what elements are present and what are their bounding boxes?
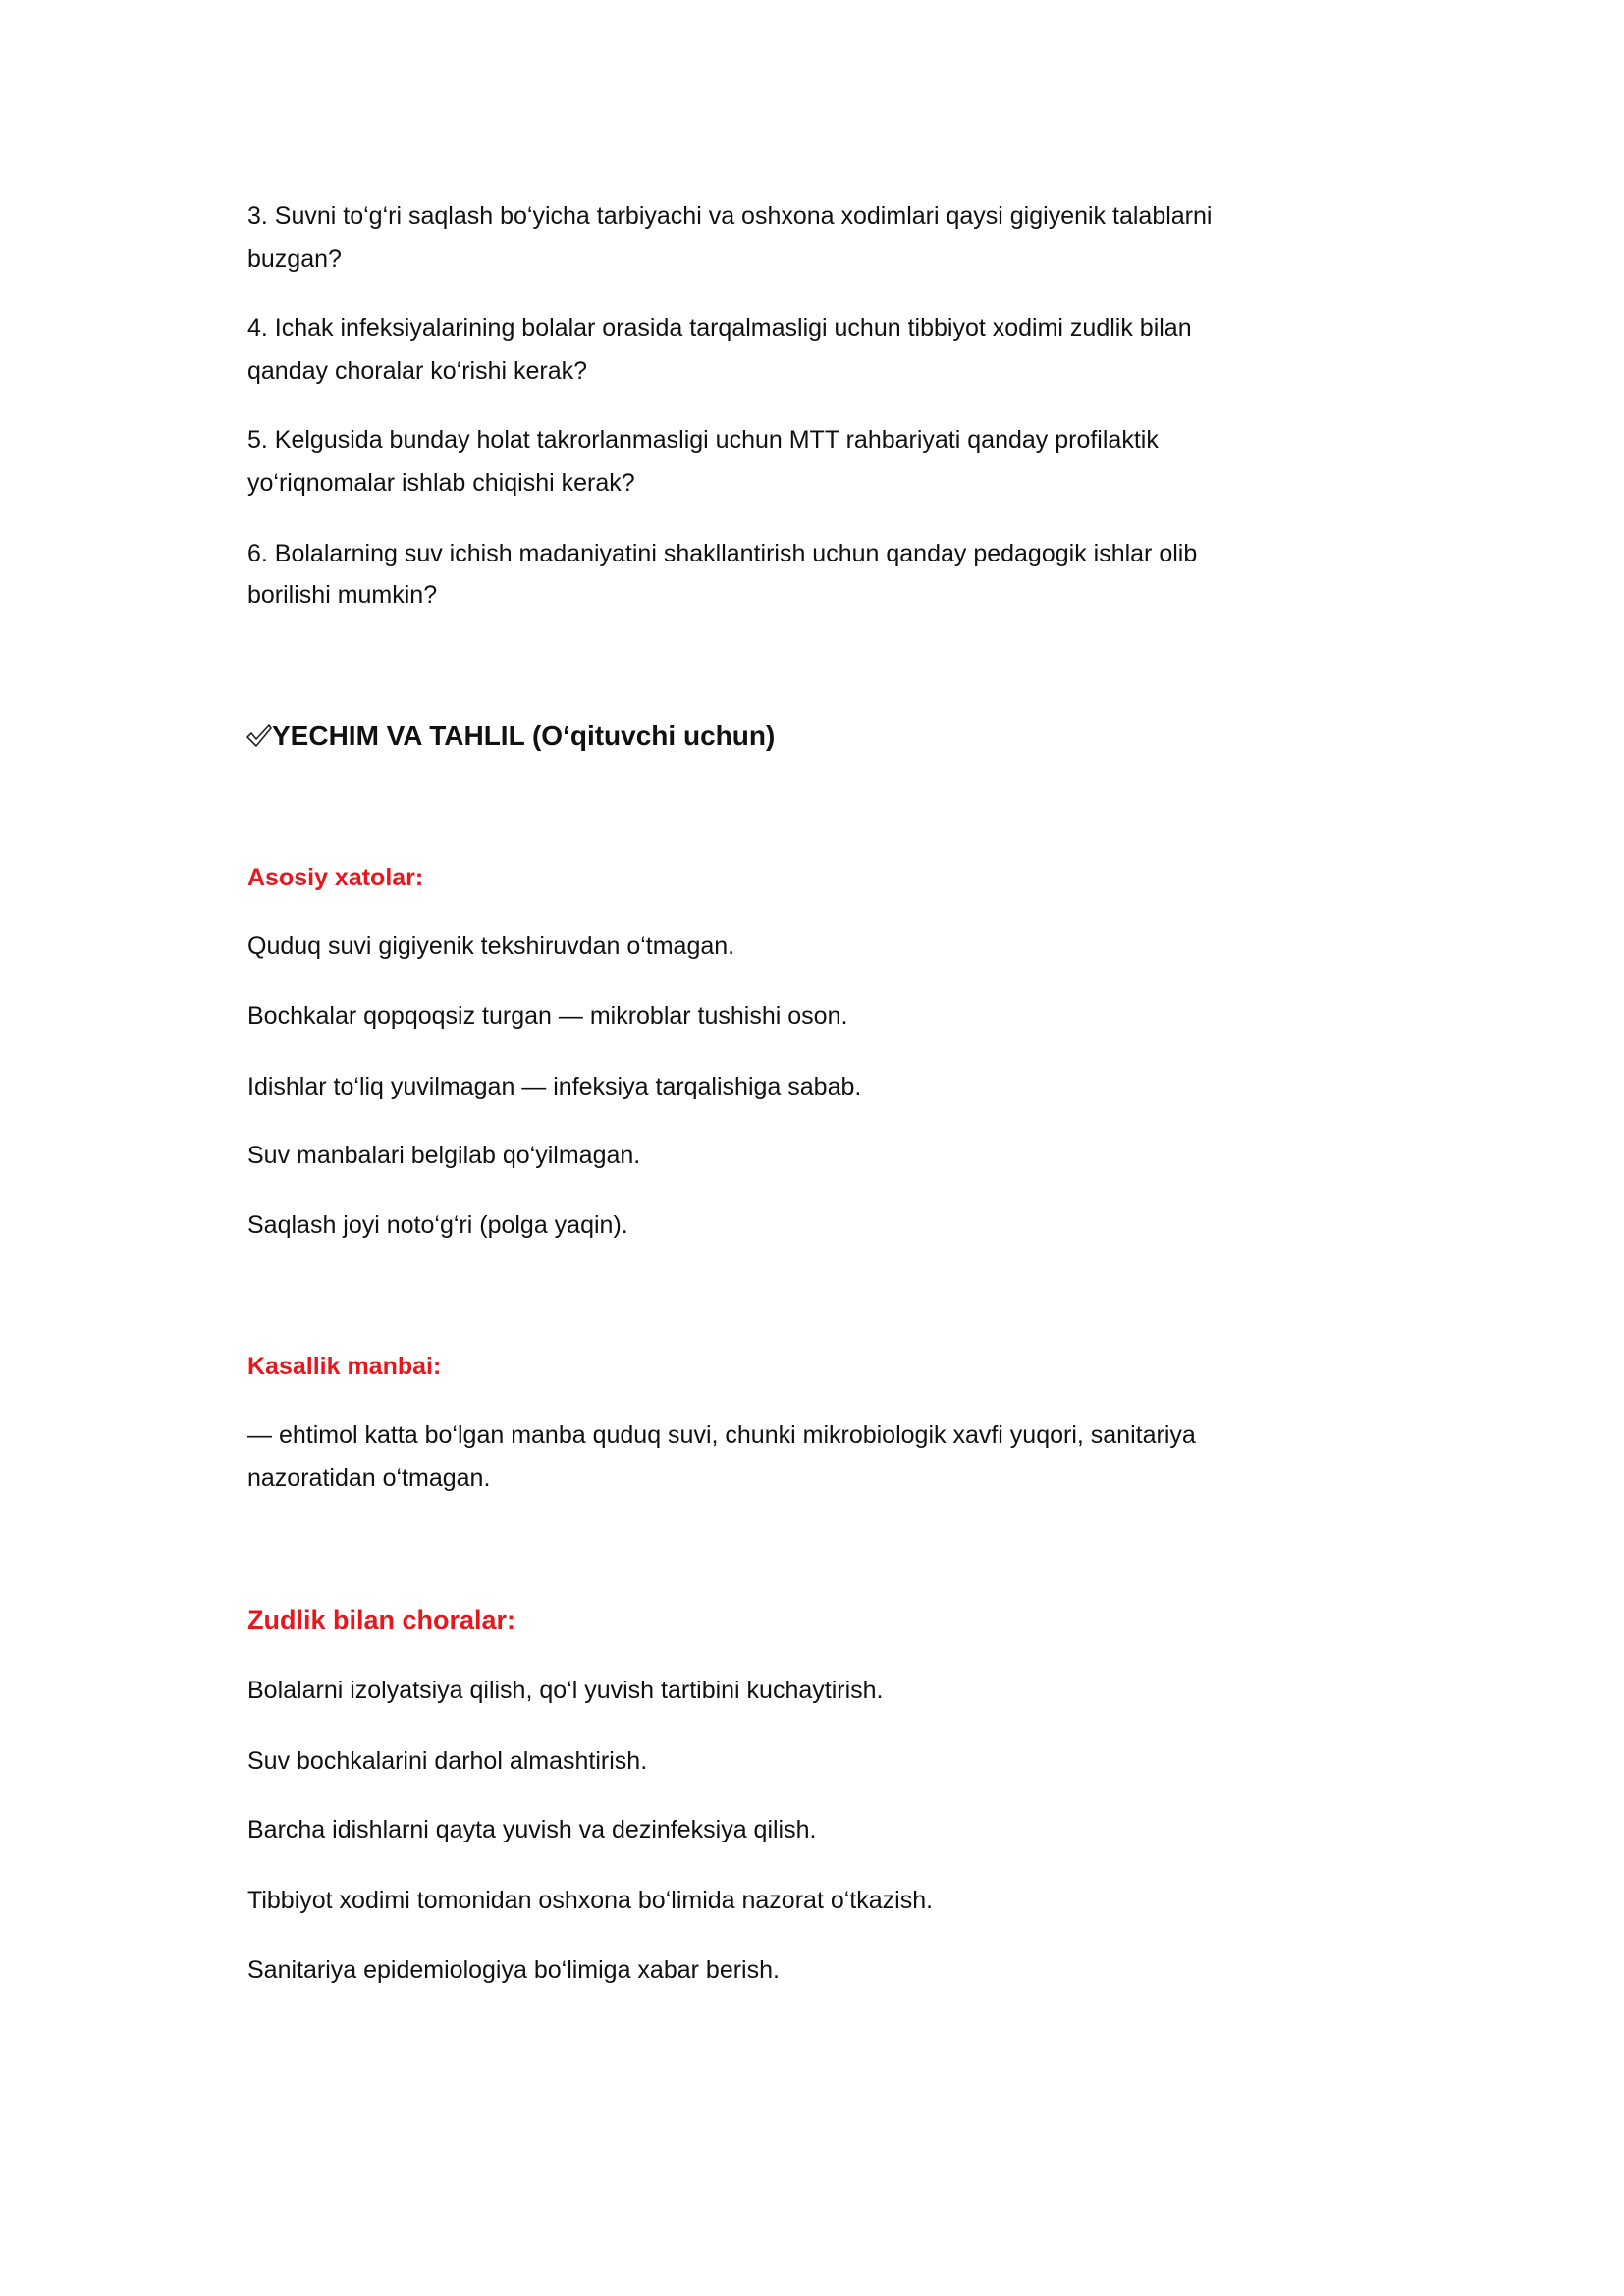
list-item: Bochkalar qopqoqsiz turgan — mikroblar tushishi oson. — [247, 1002, 848, 1030]
list-item: Bolalarni izolyatsiya qilish, qo‘l yuvish tartibini kuchaytirish. — [247, 1677, 884, 1704]
solution-heading: YECHIM VA TAHLIL (O‘qituvchi uchun) — [272, 721, 776, 751]
errors-heading: Asosiy xatolar: — [247, 864, 424, 891]
list-item: Sanitariya epidemiologiya bo‘limiga xabar berish. — [247, 1956, 780, 1984]
question-6-line-2: borilishi mumkin? — [247, 581, 438, 609]
question-3-line-2: buzgan? — [247, 245, 342, 273]
source-heading: Kasallik manbai: — [247, 1353, 442, 1380]
question-5-line-1: 5. Kelgusida bunday holat takrorlanmasligi uchun MTT rahbariyati qanday profilaktik — [247, 426, 1159, 454]
source-text-line-2: nazoratidan o‘tmagan. — [247, 1465, 491, 1492]
question-5-line-2: yo‘riqnomalar ishlab chiqishi kerak? — [247, 469, 635, 497]
source-text-line-1: — ehtimol katta bo‘lgan manba quduq suvi, chunki mikrobiologik xavfi yuqori, sanitariya — [247, 1421, 1196, 1449]
list-item: Saqlash joyi noto‘g‘ri (polga yaqin). — [247, 1211, 628, 1239]
question-4-line-1: 4. Ichak infeksiyalarining bolalar orasida tarqalmasligi uchun tibbiyot xodimi zudlik bilan — [247, 314, 1192, 342]
check-mark-icon — [245, 722, 273, 750]
list-item: Idishlar to‘liq yuvilmagan — infeksiya tarqalishiga sabab. — [247, 1073, 862, 1100]
list-item: Tibbiyot xodimi tomonidan oshxona bo‘limida nazorat o‘tkazish. — [247, 1887, 934, 1914]
list-item: Suv manbalari belgilab qo‘yilmagan. — [247, 1142, 641, 1169]
list-item: Quduq suvi gigiyenik tekshiruvdan o‘tmagan. — [247, 933, 735, 960]
measures-heading: Zudlik bilan choralar: — [247, 1605, 516, 1634]
list-item: Barcha idishlarni qayta yuvish va dezinfeksiya qilish. — [247, 1816, 817, 1843]
list-item: Suv bochkalarini darhol almashtirish. — [247, 1747, 648, 1775]
question-3-line-1: 3. Suvni to‘g‘ri saqlash bo‘yicha tarbiyachi va oshxona xodimlari qaysi gigiyenik talablarni — [247, 202, 1213, 230]
question-6-line-1: 6. Bolalarning suv ichish madaniyatini shakllantirish uchun qanday pedagogik ishlar olib — [247, 540, 1198, 567]
question-4-line-2: qanday choralar ko‘rishi kerak? — [247, 357, 588, 385]
